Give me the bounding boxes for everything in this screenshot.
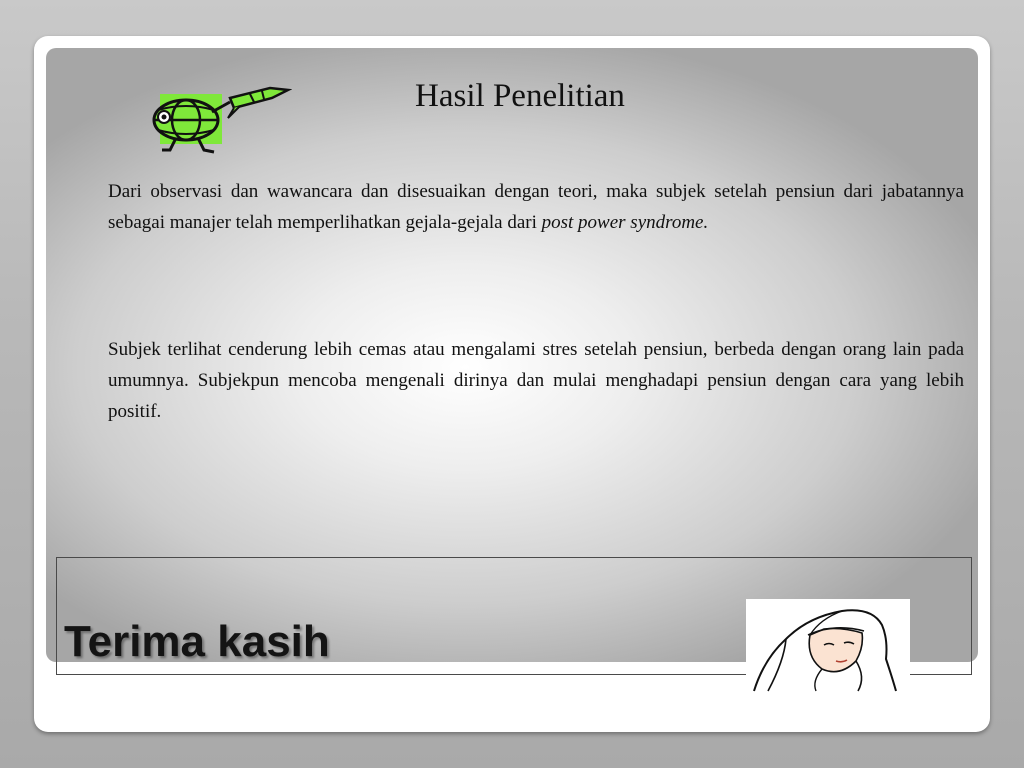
paragraph-subject: Subjek terlihat cenderung lebih cemas atau mengalami stres setelah pensiun, berbeda dengan orang lain pada umumnya. Subjekpun mencoba mengenali dirinya dan mulai menghadapi pensiun dengan cara yang lebih positif.: [108, 339, 964, 422]
slide-title: Hasil Penelitian: [415, 78, 625, 114]
paragraph-observation: [108, 176, 964, 238]
paragraph-observation-text: Dari observasi dan wawancara dan disesuaikan dengan teori, maka subjek setelah pensiun dari jabatannya sebagai manajer telah memperlihatkan gejala-gejala dari: [108, 181, 964, 233]
thanks-text: Terima kasih: [64, 617, 330, 666]
paragraph-observation-italic: post power syndrome.: [541, 212, 709, 233]
veiled-woman-icon: [746, 599, 910, 692]
globe-rocket-icon: [150, 84, 292, 156]
